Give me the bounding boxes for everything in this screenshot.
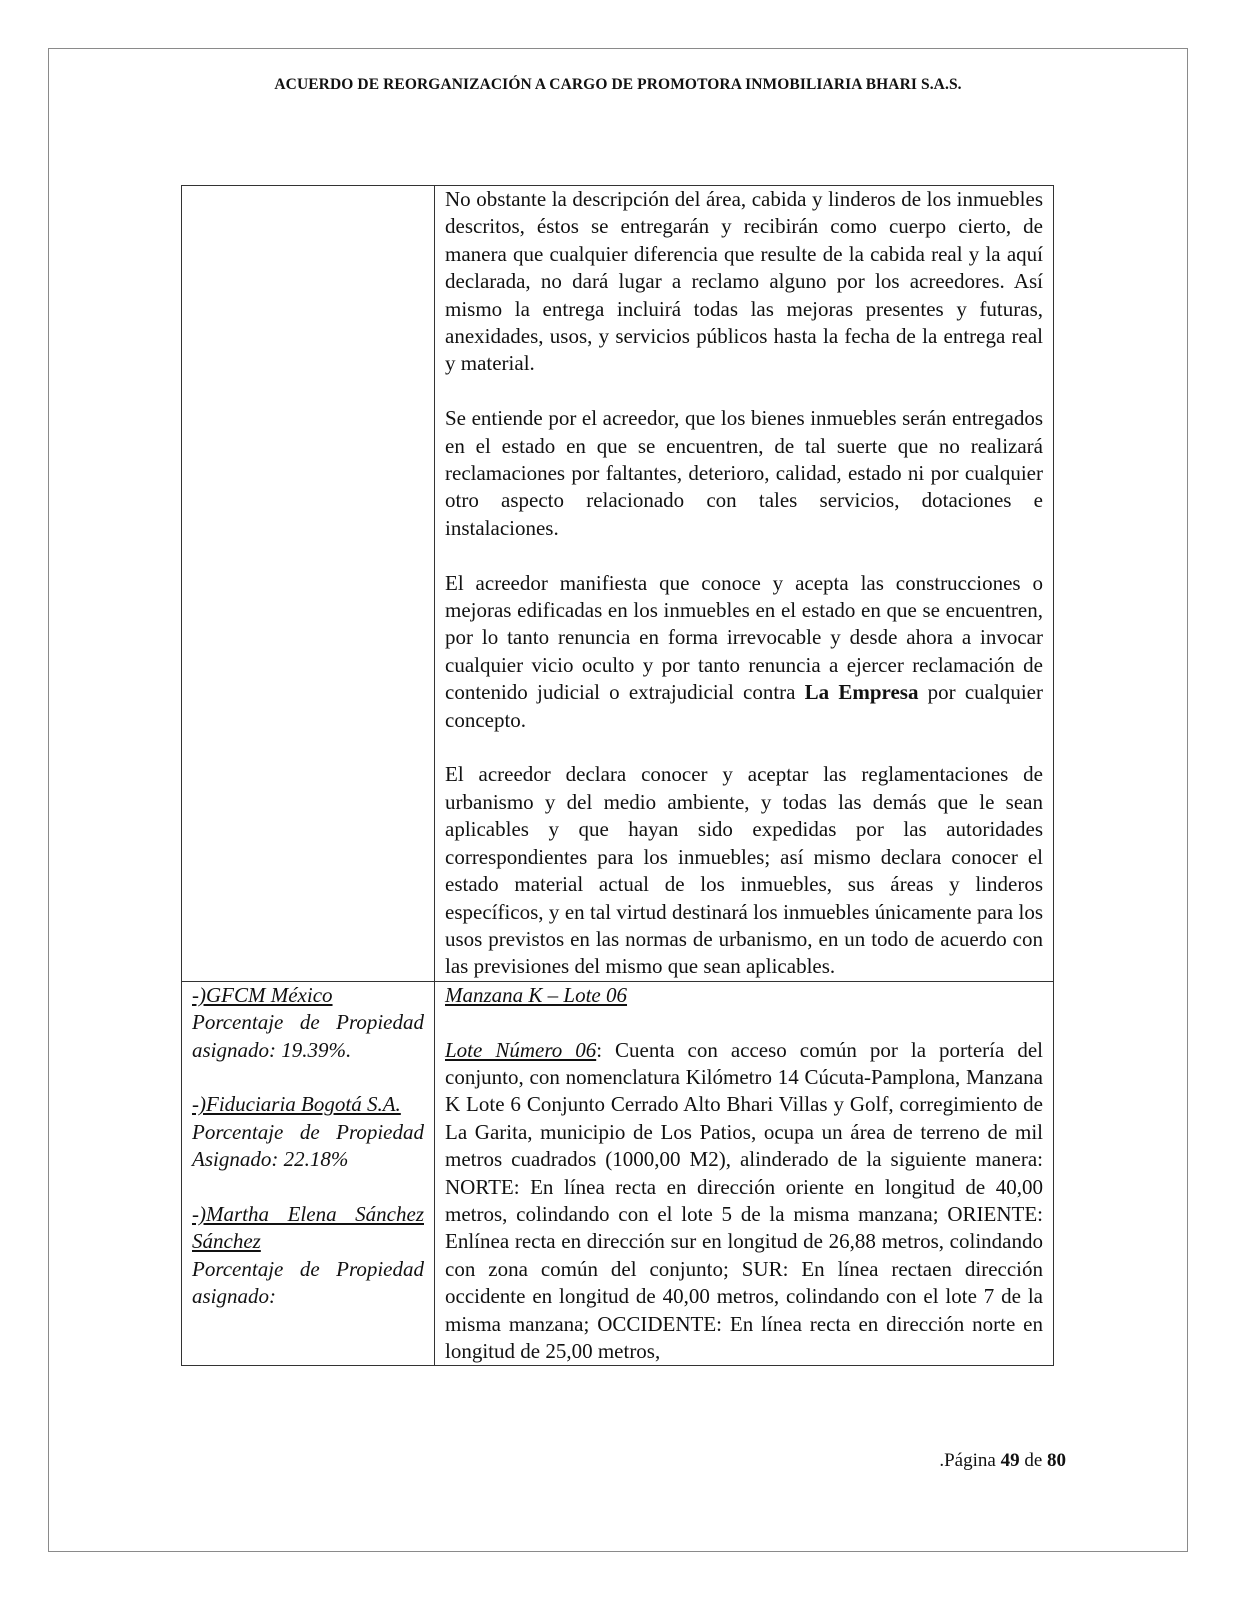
content-table	[181, 185, 1054, 1366]
total-pages: 80	[1047, 1450, 1066, 1471]
table-row	[182, 186, 1054, 982]
clause-paragraph: El acreedor declara conocer y aceptar las reglamentaciones de urbanismo y del medio ambiente, y todas las demás que le sean aplicables y que hayan sido expedidas por las autoridades correspondientes para los inmuebles; así mismo declara conocer el estado material actual de los inmuebles, sus áreas y linderos específicos, y en tal virtud destinará los inmuebles únicamente para los usos previstos en las normas de urbanismo, en un todo de acuerdo con las previsiones del mismo que sean aplicables.	[445, 762, 1043, 979]
owners-cell	[182, 981, 435, 1366]
lot-text: : Cuenta con acceso común por la portería del conjunto, con nomenclatura Kilómetro 14 Cúcuta-Pamplona, Manzana K Lote 6 Conjunto Cerrado Alto Bhari Villas y Golf, corregimiento de La Garita, municipio de Los Patios, ocupa un área de terreno de mil metros cuadrados (1000,00 M2), alinderado de la siguiente manera: NORTE: En línea recta en dirección oriente en longitud de 40,00 metros, colindando con el lote 5 de la misma manzana; ORIENTE: Enlínea recta en dirección sur en longitud de 26,88 metros, colindando con zona común del conjunto; SUR: En línea rectaen dirección occidente en longitud de 40,00 metros, colindando con el lote 7 de la misma manzana; OCCIDENTE: En línea recta en dirección norte en longitud de 25,00 metros,	[445, 1037, 1043, 1363]
lot-title: Manzana K – Lote 06	[445, 982, 628, 1007]
company-name: La Empresa	[804, 680, 919, 705]
owner-percentage: Porcentaje de Propiedad Asignado: 22.18%	[192, 1119, 424, 1172]
table-row	[182, 981, 1054, 1366]
page-sep: de	[1019, 1450, 1047, 1471]
left-cell-empty	[182, 186, 435, 982]
current-page: 49	[1000, 1450, 1020, 1471]
spacer	[192, 1174, 424, 1201]
clause-paragraph: No obstante la descripción del área, cabida y linderos de los inmuebles descritos, éstos se entregarán y recibirán como cuerpo cierto, de manera que cualquier diferencia que resulte de la cabida real y la aquí declarada, no dará lugar a reclamo alguno por los acreedores. Así mismo la entrega incluirá todas las mejoras presentes y futuras, anexidades, usos, y servicios públicos hasta la fecha de la entrega real y material.	[445, 187, 1043, 376]
clause-paragraph	[445, 570, 1043, 734]
spacer	[192, 1064, 424, 1091]
clause-paragraph: Se entiende por el acreedor, que los bienes inmuebles serán entregados en el estado en que se encuentren, de tal suerte que no realizará reclamaciones por faltantes, deterioro, calidad, estado ni por cualquier otro aspecto relacionado con tales servicios, dotaciones e instalaciones.	[445, 406, 1043, 540]
owner-name: -)Fiduciaria Bogotá S.A.	[192, 1092, 401, 1117]
right-cell-clauses	[435, 186, 1054, 982]
lot-label: Lote Número 06	[445, 1037, 597, 1062]
clause-text: El acreedor manifiesta que conoce y acepta las construcciones o mejoras edificadas en los inmuebles en el estado en que se encuentren, por lo tanto renuncia en forma irrevocable y desde ahora a invocar cualquier vicio oculto y por tanto renuncia a ejercer reclamación de contenido judicial o extrajudicial contra	[445, 570, 1043, 705]
lot-paragraph	[445, 1037, 1043, 1366]
page-number	[939, 1450, 1066, 1472]
owner-name: -)Martha Elena Sánchez Sánchez	[192, 1201, 424, 1254]
document-header: ACUERDO DE REORGANIZACIÓN A CARGO DE PROMOTORA INMOBILIARIA BHARI S.A.S.	[274, 76, 962, 93]
owner-percentage: Porcentaje de Propiedad asignado: 19.39%.	[192, 1010, 424, 1062]
owner-name: -)GFCM México	[192, 982, 333, 1007]
clause-text: por cualquier concepto.	[445, 680, 1043, 732]
spacer	[445, 1009, 1043, 1036]
page-prefix: .Página	[939, 1450, 1001, 1471]
lot-description-cell	[435, 981, 1054, 1366]
owner-percentage: Porcentaje de Propiedad asignado:	[192, 1256, 424, 1309]
